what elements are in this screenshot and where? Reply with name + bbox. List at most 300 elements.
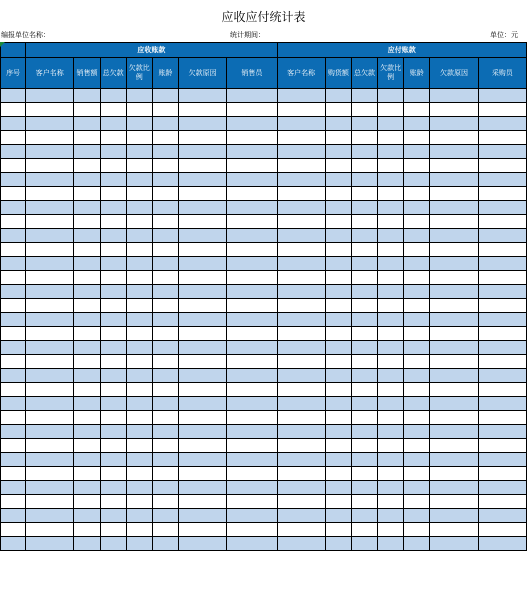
table-cell[interactable]: [430, 159, 478, 173]
table-cell[interactable]: [178, 453, 226, 467]
table-cell[interactable]: [325, 537, 351, 551]
table-cell[interactable]: [227, 229, 277, 243]
table-cell[interactable]: [178, 327, 226, 341]
table-cell[interactable]: [1, 257, 26, 271]
table-cell[interactable]: [478, 145, 526, 159]
table-cell[interactable]: [26, 201, 74, 215]
table-cell[interactable]: [378, 299, 404, 313]
table-cell[interactable]: [404, 173, 430, 187]
table-cell[interactable]: [152, 131, 178, 145]
table-cell[interactable]: [1, 411, 26, 425]
table-cell[interactable]: [478, 159, 526, 173]
table-cell[interactable]: [478, 537, 526, 551]
table-cell[interactable]: [26, 537, 74, 551]
table-cell[interactable]: [378, 369, 404, 383]
table-cell[interactable]: [351, 327, 377, 341]
table-cell[interactable]: [74, 327, 100, 341]
table-cell[interactable]: [378, 187, 404, 201]
table-cell[interactable]: [152, 355, 178, 369]
table-cell[interactable]: [378, 523, 404, 537]
table-cell[interactable]: [351, 537, 377, 551]
table-cell[interactable]: [325, 215, 351, 229]
table-cell[interactable]: [178, 201, 226, 215]
table-cell[interactable]: [478, 173, 526, 187]
table-cell[interactable]: [227, 187, 277, 201]
table-cell[interactable]: [351, 313, 377, 327]
table-cell[interactable]: [325, 467, 351, 481]
table-cell[interactable]: [74, 229, 100, 243]
table-cell[interactable]: [325, 327, 351, 341]
table-cell[interactable]: [227, 509, 277, 523]
table-cell[interactable]: [26, 411, 74, 425]
table-cell[interactable]: [404, 257, 430, 271]
table-cell[interactable]: [325, 187, 351, 201]
table-cell[interactable]: [26, 523, 74, 537]
table-cell[interactable]: [100, 313, 126, 327]
table-cell[interactable]: [152, 89, 178, 103]
table-cell[interactable]: [430, 257, 478, 271]
table-cell[interactable]: [26, 285, 74, 299]
table-cell[interactable]: [1, 201, 26, 215]
table-cell[interactable]: [325, 369, 351, 383]
table-cell[interactable]: [430, 243, 478, 257]
table-cell[interactable]: [126, 467, 152, 481]
table-cell[interactable]: [100, 89, 126, 103]
table-cell[interactable]: [1, 173, 26, 187]
table-cell[interactable]: [100, 439, 126, 453]
table-cell[interactable]: [430, 369, 478, 383]
table-cell[interactable]: [325, 411, 351, 425]
table-cell[interactable]: [430, 229, 478, 243]
table-cell[interactable]: [478, 103, 526, 117]
table-cell[interactable]: [404, 439, 430, 453]
table-cell[interactable]: [325, 299, 351, 313]
table-cell[interactable]: [404, 229, 430, 243]
table-cell[interactable]: [178, 173, 226, 187]
table-cell[interactable]: [277, 285, 325, 299]
table-cell[interactable]: [178, 369, 226, 383]
table-cell[interactable]: [1, 131, 26, 145]
table-cell[interactable]: [178, 509, 226, 523]
table-cell[interactable]: [378, 229, 404, 243]
table-cell[interactable]: [152, 523, 178, 537]
table-cell[interactable]: [26, 257, 74, 271]
table-cell[interactable]: [152, 299, 178, 313]
table-cell[interactable]: [227, 341, 277, 355]
table-cell[interactable]: [100, 537, 126, 551]
table-cell[interactable]: [152, 285, 178, 299]
table-cell[interactable]: [178, 425, 226, 439]
table-cell[interactable]: [178, 341, 226, 355]
table-cell[interactable]: [126, 229, 152, 243]
table-cell[interactable]: [74, 173, 100, 187]
table-cell[interactable]: [126, 257, 152, 271]
table-cell[interactable]: [26, 173, 74, 187]
table-cell[interactable]: [378, 481, 404, 495]
table-cell[interactable]: [1, 271, 26, 285]
table-cell[interactable]: [152, 229, 178, 243]
table-cell[interactable]: [227, 369, 277, 383]
table-cell[interactable]: [378, 271, 404, 285]
table-cell[interactable]: [100, 481, 126, 495]
table-cell[interactable]: [277, 523, 325, 537]
table-cell[interactable]: [100, 509, 126, 523]
table-cell[interactable]: [478, 187, 526, 201]
table-cell[interactable]: [277, 425, 325, 439]
table-cell[interactable]: [100, 201, 126, 215]
table-cell[interactable]: [100, 257, 126, 271]
table-cell[interactable]: [126, 509, 152, 523]
table-cell[interactable]: [430, 341, 478, 355]
table-cell[interactable]: [178, 481, 226, 495]
table-cell[interactable]: [430, 397, 478, 411]
table-cell[interactable]: [404, 103, 430, 117]
table-cell[interactable]: [378, 257, 404, 271]
table-cell[interactable]: [126, 425, 152, 439]
table-cell[interactable]: [100, 425, 126, 439]
table-cell[interactable]: [152, 145, 178, 159]
table-cell[interactable]: [351, 117, 377, 131]
table-cell[interactable]: [26, 103, 74, 117]
table-cell[interactable]: [26, 145, 74, 159]
table-cell[interactable]: [478, 313, 526, 327]
table-cell[interactable]: [277, 341, 325, 355]
table-cell[interactable]: [227, 481, 277, 495]
table-cell[interactable]: [351, 215, 377, 229]
table-cell[interactable]: [1, 341, 26, 355]
table-cell[interactable]: [126, 495, 152, 509]
table-cell[interactable]: [126, 159, 152, 173]
table-cell[interactable]: [126, 341, 152, 355]
table-cell[interactable]: [227, 523, 277, 537]
table-cell[interactable]: [325, 453, 351, 467]
table-cell[interactable]: [178, 397, 226, 411]
table-cell[interactable]: [404, 383, 430, 397]
table-cell[interactable]: [325, 495, 351, 509]
table-cell[interactable]: [1, 439, 26, 453]
table-cell[interactable]: [325, 131, 351, 145]
table-cell[interactable]: [100, 523, 126, 537]
table-cell[interactable]: [478, 439, 526, 453]
table-cell[interactable]: [378, 159, 404, 173]
table-cell[interactable]: [178, 159, 226, 173]
table-cell[interactable]: [430, 327, 478, 341]
table-cell[interactable]: [404, 467, 430, 481]
table-cell[interactable]: [26, 89, 74, 103]
table-cell[interactable]: [26, 481, 74, 495]
table-cell[interactable]: [74, 103, 100, 117]
table-cell[interactable]: [74, 271, 100, 285]
table-cell[interactable]: [152, 117, 178, 131]
table-cell[interactable]: [430, 411, 478, 425]
table-cell[interactable]: [404, 131, 430, 145]
table-cell[interactable]: [126, 173, 152, 187]
table-cell[interactable]: [351, 89, 377, 103]
table-cell[interactable]: [325, 173, 351, 187]
table-cell[interactable]: [404, 285, 430, 299]
table-cell[interactable]: [100, 159, 126, 173]
table-cell[interactable]: [126, 453, 152, 467]
table-cell[interactable]: [404, 187, 430, 201]
table-cell[interactable]: [227, 411, 277, 425]
table-cell[interactable]: [74, 257, 100, 271]
table-cell[interactable]: [152, 271, 178, 285]
table-cell[interactable]: [478, 355, 526, 369]
table-cell[interactable]: [351, 201, 377, 215]
table-cell[interactable]: [351, 145, 377, 159]
table-cell[interactable]: [430, 299, 478, 313]
table-cell[interactable]: [351, 397, 377, 411]
table-cell[interactable]: [178, 117, 226, 131]
table-cell[interactable]: [74, 355, 100, 369]
table-cell[interactable]: [404, 481, 430, 495]
table-cell[interactable]: [74, 313, 100, 327]
table-cell[interactable]: [26, 355, 74, 369]
table-cell[interactable]: [178, 131, 226, 145]
table-cell[interactable]: [378, 89, 404, 103]
table-cell[interactable]: [478, 257, 526, 271]
table-cell[interactable]: [1, 467, 26, 481]
table-cell[interactable]: [152, 397, 178, 411]
table-cell[interactable]: [74, 537, 100, 551]
table-cell[interactable]: [100, 103, 126, 117]
table-cell[interactable]: [1, 425, 26, 439]
table-cell[interactable]: [1, 187, 26, 201]
table-cell[interactable]: [152, 341, 178, 355]
table-cell[interactable]: [26, 341, 74, 355]
table-cell[interactable]: [74, 509, 100, 523]
table-cell[interactable]: [478, 341, 526, 355]
table-cell[interactable]: [351, 229, 377, 243]
table-cell[interactable]: [325, 481, 351, 495]
table-cell[interactable]: [227, 537, 277, 551]
table-cell[interactable]: [351, 131, 377, 145]
table-cell[interactable]: [178, 537, 226, 551]
table-cell[interactable]: [378, 411, 404, 425]
table-cell[interactable]: [378, 453, 404, 467]
table-cell[interactable]: [351, 187, 377, 201]
table-cell[interactable]: [351, 341, 377, 355]
table-cell[interactable]: [351, 481, 377, 495]
table-cell[interactable]: [152, 313, 178, 327]
table-cell[interactable]: [478, 201, 526, 215]
table-cell[interactable]: [351, 425, 377, 439]
table-cell[interactable]: [478, 425, 526, 439]
table-cell[interactable]: [227, 453, 277, 467]
table-cell[interactable]: [100, 145, 126, 159]
table-cell[interactable]: [404, 313, 430, 327]
table-cell[interactable]: [1, 537, 26, 551]
table-cell[interactable]: [404, 159, 430, 173]
table-cell[interactable]: [430, 537, 478, 551]
table-cell[interactable]: [378, 425, 404, 439]
table-cell[interactable]: [74, 117, 100, 131]
table-cell[interactable]: [26, 215, 74, 229]
table-cell[interactable]: [1, 103, 26, 117]
table-cell[interactable]: [351, 103, 377, 117]
table-cell[interactable]: [325, 313, 351, 327]
table-cell[interactable]: [277, 481, 325, 495]
table-cell[interactable]: [430, 313, 478, 327]
table-cell[interactable]: [325, 523, 351, 537]
table-cell[interactable]: [378, 145, 404, 159]
table-cell[interactable]: [1, 453, 26, 467]
table-cell[interactable]: [152, 159, 178, 173]
table-cell[interactable]: [152, 453, 178, 467]
table-cell[interactable]: [152, 481, 178, 495]
table-cell[interactable]: [404, 523, 430, 537]
table-cell[interactable]: [74, 159, 100, 173]
table-cell[interactable]: [404, 495, 430, 509]
table-cell[interactable]: [74, 453, 100, 467]
table-cell[interactable]: [325, 229, 351, 243]
table-cell[interactable]: [277, 397, 325, 411]
table-cell[interactable]: [478, 411, 526, 425]
table-cell[interactable]: [351, 453, 377, 467]
table-cell[interactable]: [430, 495, 478, 509]
table-cell[interactable]: [178, 187, 226, 201]
table-cell[interactable]: [478, 117, 526, 131]
table-cell[interactable]: [178, 215, 226, 229]
table-cell[interactable]: [126, 313, 152, 327]
table-cell[interactable]: [478, 229, 526, 243]
table-cell[interactable]: [126, 285, 152, 299]
table-cell[interactable]: [74, 187, 100, 201]
table-cell[interactable]: [325, 439, 351, 453]
table-cell[interactable]: [74, 369, 100, 383]
table-cell[interactable]: [325, 159, 351, 173]
table-cell[interactable]: [100, 131, 126, 145]
table-cell[interactable]: [227, 439, 277, 453]
table-cell[interactable]: [404, 243, 430, 257]
table-cell[interactable]: [26, 117, 74, 131]
table-cell[interactable]: [178, 383, 226, 397]
table-cell[interactable]: [126, 89, 152, 103]
table-cell[interactable]: [478, 509, 526, 523]
table-cell[interactable]: [325, 509, 351, 523]
table-cell[interactable]: [430, 271, 478, 285]
table-cell[interactable]: [152, 411, 178, 425]
table-cell[interactable]: [26, 243, 74, 257]
table-cell[interactable]: [152, 439, 178, 453]
table-cell[interactable]: [152, 257, 178, 271]
table-cell[interactable]: [100, 397, 126, 411]
table-cell[interactable]: [152, 383, 178, 397]
table-cell[interactable]: [152, 187, 178, 201]
table-cell[interactable]: [26, 327, 74, 341]
table-cell[interactable]: [1, 481, 26, 495]
table-cell[interactable]: [227, 257, 277, 271]
table-cell[interactable]: [1, 495, 26, 509]
table-cell[interactable]: [351, 355, 377, 369]
table-cell[interactable]: [404, 411, 430, 425]
table-cell[interactable]: [430, 523, 478, 537]
table-cell[interactable]: [126, 103, 152, 117]
table-cell[interactable]: [227, 103, 277, 117]
table-cell[interactable]: [74, 397, 100, 411]
table-cell[interactable]: [277, 383, 325, 397]
table-cell[interactable]: [325, 425, 351, 439]
table-cell[interactable]: [74, 481, 100, 495]
table-cell[interactable]: [430, 509, 478, 523]
table-cell[interactable]: [227, 495, 277, 509]
table-cell[interactable]: [26, 425, 74, 439]
table-cell[interactable]: [227, 313, 277, 327]
table-cell[interactable]: [478, 453, 526, 467]
table-cell[interactable]: [351, 285, 377, 299]
table-cell[interactable]: [1, 327, 26, 341]
table-cell[interactable]: [325, 201, 351, 215]
table-cell[interactable]: [325, 397, 351, 411]
table-cell[interactable]: [430, 439, 478, 453]
table-cell[interactable]: [378, 215, 404, 229]
table-cell[interactable]: [351, 495, 377, 509]
table-cell[interactable]: [126, 117, 152, 131]
table-cell[interactable]: [478, 495, 526, 509]
table-cell[interactable]: [100, 173, 126, 187]
table-cell[interactable]: [26, 509, 74, 523]
table-cell[interactable]: [178, 103, 226, 117]
table-cell[interactable]: [227, 201, 277, 215]
table-cell[interactable]: [277, 411, 325, 425]
table-cell[interactable]: [1, 397, 26, 411]
table-cell[interactable]: [26, 383, 74, 397]
table-cell[interactable]: [100, 117, 126, 131]
table-cell[interactable]: [126, 215, 152, 229]
table-cell[interactable]: [26, 467, 74, 481]
table-cell[interactable]: [325, 145, 351, 159]
table-cell[interactable]: [126, 481, 152, 495]
table-cell[interactable]: [430, 285, 478, 299]
table-cell[interactable]: [178, 467, 226, 481]
table-cell[interactable]: [126, 537, 152, 551]
table-cell[interactable]: [378, 537, 404, 551]
table-cell[interactable]: [430, 89, 478, 103]
table-cell[interactable]: [74, 495, 100, 509]
table-cell[interactable]: [277, 215, 325, 229]
table-cell[interactable]: [100, 453, 126, 467]
table-cell[interactable]: [1, 89, 26, 103]
table-cell[interactable]: [277, 369, 325, 383]
table-cell[interactable]: [378, 509, 404, 523]
table-cell[interactable]: [325, 103, 351, 117]
table-cell[interactable]: [100, 467, 126, 481]
table-cell[interactable]: [1, 285, 26, 299]
table-cell[interactable]: [277, 201, 325, 215]
table-cell[interactable]: [325, 89, 351, 103]
table-cell[interactable]: [1, 509, 26, 523]
table-cell[interactable]: [404, 201, 430, 215]
table-cell[interactable]: [1, 299, 26, 313]
table-cell[interactable]: [26, 453, 74, 467]
table-cell[interactable]: [178, 439, 226, 453]
table-cell[interactable]: [152, 537, 178, 551]
table-cell[interactable]: [404, 145, 430, 159]
table-cell[interactable]: [430, 103, 478, 117]
table-cell[interactable]: [178, 89, 226, 103]
table-cell[interactable]: [378, 243, 404, 257]
table-cell[interactable]: [404, 117, 430, 131]
table-cell[interactable]: [404, 369, 430, 383]
table-cell[interactable]: [26, 131, 74, 145]
table-cell[interactable]: [227, 355, 277, 369]
table-cell[interactable]: [26, 187, 74, 201]
table-cell[interactable]: [325, 341, 351, 355]
table-cell[interactable]: [100, 369, 126, 383]
table-cell[interactable]: [178, 411, 226, 425]
table-cell[interactable]: [227, 467, 277, 481]
table-cell[interactable]: [100, 285, 126, 299]
